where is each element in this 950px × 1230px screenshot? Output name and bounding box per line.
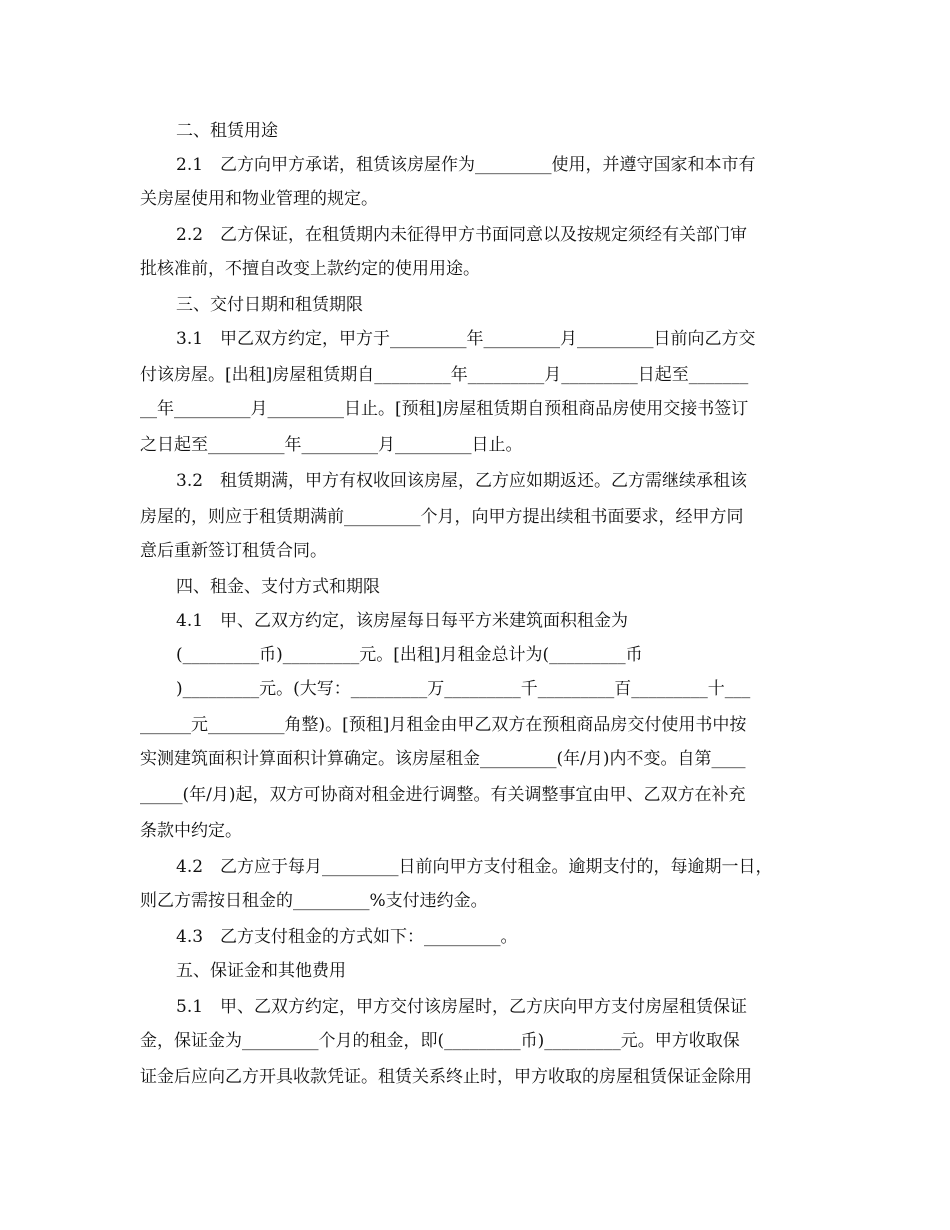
clause-line: 之日起至_________年_________月_________日止。	[140, 435, 523, 455]
section-heading: 四、租金、支付方式和期限	[176, 577, 380, 597]
clause-line: 则乙方需按日租金的_________%支付违约金。	[140, 891, 488, 911]
clause-line: 房屋的，则应于租赁期满前_________个月，向甲方提出续租书面要求，经甲方同	[140, 507, 744, 527]
clause-line: 付该房屋。[出租]房屋租赁期自_________年_________月_________日起至_______	[140, 365, 749, 385]
clause-line: 2.2 乙方保证，在租赁期内未征得甲方书面同意以及按规定须经有关部门审	[176, 225, 748, 245]
clause-line: 证金后应向乙方开具收款凭证。租赁关系终止时，甲方收取的房屋租赁保证金除用	[140, 1067, 752, 1087]
clause-line: 实测建筑面积计算面积计算确定。该房屋租金_________(年/月)内不变。自第____	[140, 749, 746, 769]
section-heading: 二、租赁用途	[176, 121, 278, 141]
section-heading: 三、交付日期和租赁期限	[176, 295, 363, 315]
clause-line: 关房屋使用和物业管理的规定。	[140, 189, 378, 209]
clause-line: 3.2 租赁期满，甲方有权收回该房屋，乙方应如期返还。乙方需继续承租该	[176, 471, 748, 491]
clause-line: (_________币)_________元。[出租]月租金总计为(_________币	[176, 645, 643, 665]
clause-line: _____(年/月)起，双方可协商对租金进行调整。有关调整事宜由甲、乙双方在补充	[140, 785, 746, 805]
clause-line: 金，保证金为_________个月的租金，即(_________币)_________元。甲方收取保	[140, 1031, 740, 1051]
clause-line: 4.3 乙方支付租金的方式如下：_________。	[176, 927, 518, 947]
clause-line: 3.1 甲乙双方约定，甲方于_________年_________月_________日前向乙方交	[176, 329, 756, 349]
clause-line: 2.1 乙方向甲方承诺，租赁该房屋作为_________使用，并遵守国家和本市有	[176, 155, 756, 175]
clause-line: 意后重新签订租赁合同。	[140, 541, 327, 561]
clause-line: 批核准前，不擅自改变上款约定的使用用途。	[140, 259, 480, 279]
section-heading: 五、保证金和其他费用	[176, 961, 346, 981]
clause-line: )_________元。(大写：_________万_________千_________百_________十___	[176, 679, 751, 699]
clause-line: 条款中约定。	[140, 821, 242, 841]
clause-line: 4.2 乙方应于每月_________日前向甲方支付租金。逾期支付的，每逾期一日，	[176, 857, 773, 877]
clause-line: ______元_________角整)。[预租]月租金由甲乙双方在预租商品房交付使用书中按	[140, 715, 747, 735]
clause-line: 5.1 甲、乙双方约定，甲方交付该房屋时，乙方庆向甲方支付房屋租赁保证	[176, 997, 748, 1017]
clause-line: __年_________月_________日止。[预租]房屋租赁期自预租商品房使用交接书签订	[140, 399, 749, 419]
clause-line: 4.1 甲、乙双方约定，该房屋每日每平方米建筑面积租金为	[176, 611, 629, 631]
